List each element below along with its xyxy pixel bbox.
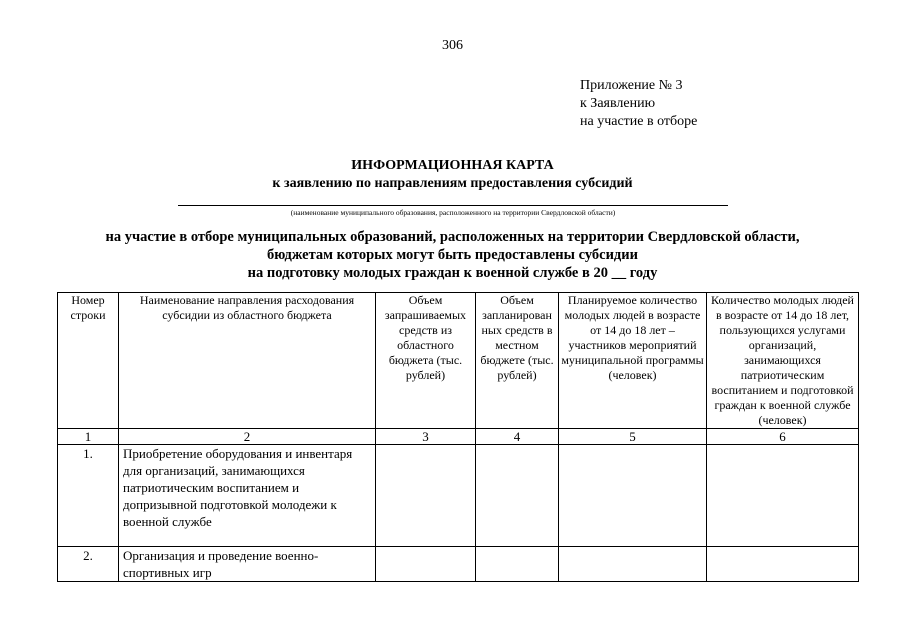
table-row — [58, 547, 859, 582]
row-regional-budget-cell[interactable] — [376, 547, 476, 582]
row-local-budget-cell[interactable] — [476, 547, 559, 582]
row-regional-budget-cell[interactable] — [376, 445, 476, 547]
column-number: 2 — [119, 429, 376, 445]
table-header-row — [58, 293, 859, 429]
row-planned-participants-cell[interactable] — [559, 547, 707, 582]
appendix-block — [580, 77, 697, 131]
row-number: 2. — [58, 547, 119, 582]
row-direction: Приобретение оборудования и инвентаря для организаций, занимающихся патриотическим воспитанием и допризывной подготовкой молодежи к военной службе — [119, 445, 376, 547]
row-planned-participants-cell[interactable] — [559, 445, 707, 547]
header-planned-participants: Планируемое количество молодых людей в возрасте от 14 до 18 лет – участников мероприятий муниципальной программы (человек) — [559, 293, 707, 429]
document-title — [0, 157, 905, 193]
column-number-row — [58, 429, 859, 445]
appendix-line-3: на участие в отборе — [580, 114, 698, 129]
row-youth-count-cell[interactable] — [707, 547, 859, 582]
info-table — [57, 292, 859, 582]
subtitle-line-2: бюджетам которых могут быть предоставлены субсидии — [267, 247, 638, 263]
table-row — [58, 445, 859, 547]
title-line-2: к заявлению по направлениям предоставления субсидий — [272, 176, 633, 191]
header-row-number: Номер строки — [58, 293, 119, 429]
municipality-name-caption: (наименование муниципального образования, расположенного на территории Свердловской области) — [290, 208, 616, 217]
column-number: 3 — [376, 429, 476, 445]
column-number: 4 — [476, 429, 559, 445]
municipality-name-line — [178, 205, 728, 206]
row-youth-count-cell[interactable] — [707, 445, 859, 547]
row-local-budget-cell[interactable] — [476, 445, 559, 547]
appendix-line-1: Приложение № 3 — [580, 78, 683, 93]
page-number: 306 — [442, 38, 463, 53]
subtitle-line-1: на участие в отборе муниципальных образований, расположенных на территории Свердловской области, — [105, 229, 800, 245]
row-number: 1. — [58, 445, 119, 547]
title-line-1: ИНФОРМАЦИОННАЯ КАРТА — [351, 158, 554, 173]
column-number: 6 — [707, 429, 859, 445]
row-direction: Организация и проведение военно-спортивных игр — [119, 547, 376, 582]
header-youth-count: Количество молодых людей в возрасте от 14 до 18 лет, пользующихся услугами организаций, занимающихся патриотическим воспитанием и подготовкой граждан к военной службе (человек) — [707, 293, 859, 429]
header-direction: Наименование направления расходования субсидии из областного бюджета — [119, 293, 376, 429]
document-subtitle — [0, 228, 905, 282]
subtitle-line-3: на подготовку молодых граждан к военной службе в 20 __ году — [247, 265, 658, 281]
appendix-line-2: к Заявлению — [580, 96, 656, 111]
header-regional-budget: Объем запрашиваемых средств из областного бюджета (тыс. рублей) — [376, 293, 476, 429]
column-number: 5 — [559, 429, 707, 445]
header-local-budget: Объем запланирован ных средств в местном бюджете (тыс. рублей) — [476, 293, 559, 429]
column-number: 1 — [58, 429, 119, 445]
